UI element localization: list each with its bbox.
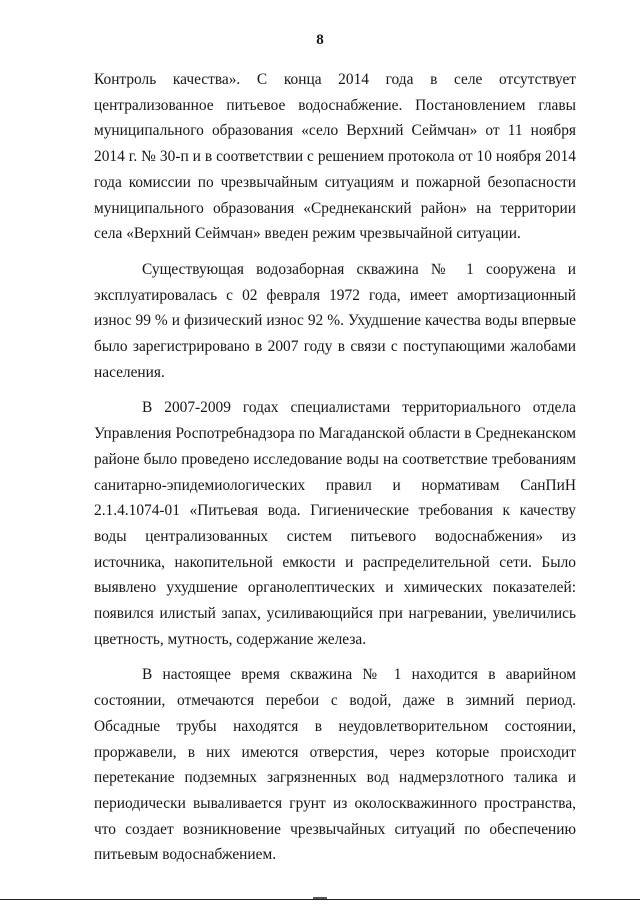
page-bottom-rule — [0, 899, 640, 900]
paragraph-emergency-state: В настоящее время скважина № 1 находится в аварийном состоянии, отмечаются перебои с водой, даже в зимний период. Обсадные трубы находятся в неудовлетворительном состоянии, проржавели, в них имеются отверстия, через которые происходит перетекание подземных загрязненных вод надмерзлотного талика и периодически вываливается грунт из околоскважинного пространства, что создает возникновение чрезвычайных ситуаций по обеспечению питьевым водоснабжением. — [94, 666, 576, 864]
paragraph-continuation: Контроль качества». С конца 2014 года в селе отсутствует централизованное питьевое водоснабжение. Постановлением главы муниципального образования «село Верхний Сеймчан» от 11 ноября 2014 г. № 30-п и в соответствии с решением протокола от 10 ноября 2014 года комиссии по чрезвычайным ситуациям и пожарной безопасности муниципального образования «Среднеканский район» на территории села «Верхний Сеймчан» введен режим чрезвычайной ситуации. — [94, 71, 576, 243]
page-number: 8 — [316, 32, 324, 48]
page-bottom-mark — [313, 897, 327, 899]
paragraph-water-study: В 2007-2009 годах специалистами территориального отдела Управления Роспотребнадзора по Магаданской области в Среднеканском районе было проведено исследование воды на соответствие требованиям санитарно-эпидемиологических правил и нормативам СанПиН 2.1.4.1074-01 «Питьевая вода. Гигиенические требования к качеству воды централизованных систем питьевого водоснабжения» из источника, накопительной емкости и распределительной сети. Было выявлено ухудшение органолептических и химических показателей: появился илистый запах, усиливающийся при нагревании, увеличились цветность, мутность, содержание железа. — [94, 399, 576, 648]
paragraph-well-condition: Существующая водозаборная скважина № 1 сооружена и эксплуатировалась с 02 февраля 1972 года, имеет амортизационный износ 99 % и физический износ 92 %. Ухудшение качества воды впервые было зарегистрировано в 2007 году в связи с поступающими жалобами населения. — [94, 260, 576, 381]
document-body — [94, 67, 576, 878]
